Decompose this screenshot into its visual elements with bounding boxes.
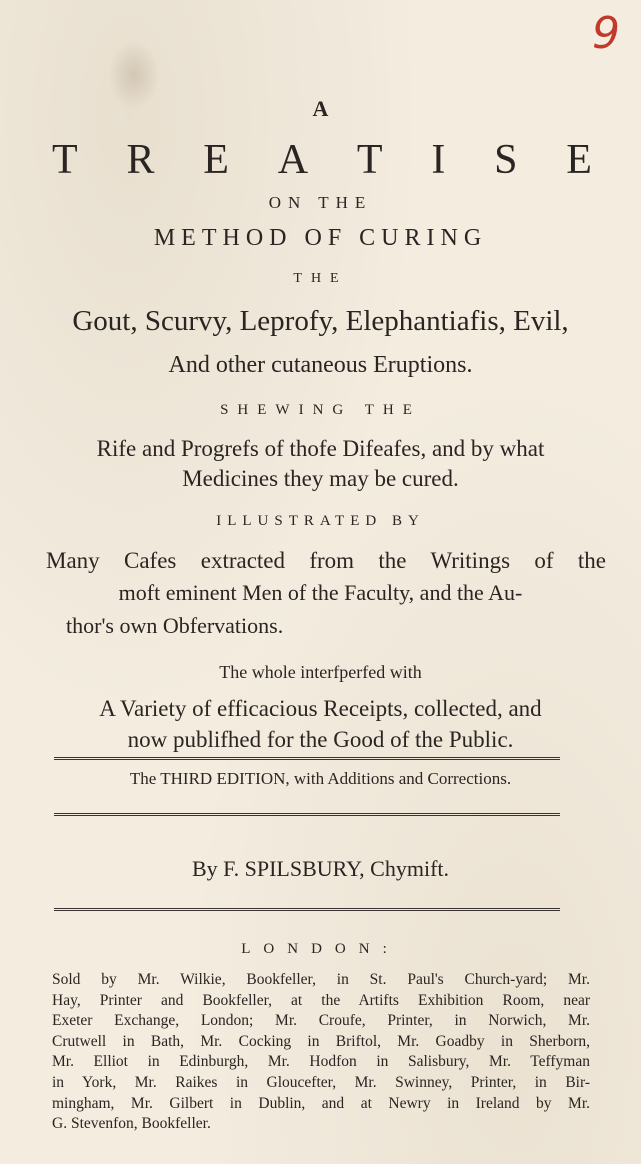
illustrated-line-3: thor's own Obfervations. bbox=[66, 613, 284, 638]
shewing-line-2: Medicines they may be cured. bbox=[182, 466, 459, 491]
illustrated-line-1-text: Many Cafes extracted from the Writings of the bbox=[46, 548, 606, 573]
imprint-line: Exeter Exchange, London; Mr. Croufe, Printer, in Norwich, Mr. bbox=[52, 1012, 590, 1030]
illustrated-line-2: moft eminent Men of the Faculty, and the Au- bbox=[118, 580, 523, 605]
title-treatise bbox=[52, 136, 592, 184]
title-letter: R bbox=[126, 137, 155, 183]
imprint-line: Mr. Elliot in Edinburgh, Mr. Hodfon in Salisbury, Mr. Teffyman bbox=[52, 1053, 590, 1071]
shewing-line-1: Rife and Progrefs of thofe Difeafes, and by what bbox=[96, 436, 545, 461]
title-letter: E bbox=[566, 137, 592, 183]
imprint-text bbox=[52, 970, 590, 1135]
subtitle-cutaneous: And other cutaneous Eruptions. bbox=[168, 352, 473, 378]
shewing-heading: SHEWING THE bbox=[220, 402, 421, 418]
title-letter: E bbox=[203, 137, 229, 183]
subtitle-on-the: ON THE bbox=[268, 193, 373, 212]
receipts-line-1: A Variety of efficacious Receipts, collected, and bbox=[99, 696, 542, 721]
title-letter: T bbox=[52, 137, 78, 183]
title-letter: S bbox=[494, 137, 518, 183]
divider-rule bbox=[54, 813, 560, 818]
imprint-line: mingham, Mr. Gilbert in Dublin, and at Newry in Ireland by Mr. bbox=[52, 1094, 590, 1112]
divider-rule bbox=[54, 757, 560, 762]
subtitle-the: THE bbox=[293, 271, 348, 286]
imprint-line: Sold by Mr. Wilkie, Bookfeller, in St. Paul's Church-yard; Mr. bbox=[52, 971, 590, 988]
receipts-intro: The whole interfperfed with bbox=[219, 662, 422, 682]
imprint-line: G. Stevenfon, Bookfeller. bbox=[52, 1115, 211, 1133]
imprint-line: Crutwell in Bath, Mr. Cocking in Briftol, Mr. Goadby in Sherborn, bbox=[52, 1032, 590, 1050]
divider-rule bbox=[54, 908, 560, 913]
illustrated-heading: ILLUSTRATED BY bbox=[216, 513, 425, 529]
author-line: By F. SPILSBURY, Chymift. bbox=[191, 856, 450, 881]
imprint-line: in York, Mr. Raikes in Gloucefter, Mr. Swinney, Printer, in Bir- bbox=[52, 1073, 590, 1091]
subtitle-diseases: Gout, Scurvy, Leprofy, Elephantiafis, Evil, bbox=[72, 305, 569, 337]
imprint-line: Hay, Printer and Bookfeller, at the Artifts Exhibition Room, near bbox=[52, 991, 590, 1009]
title-letter: T bbox=[356, 137, 383, 183]
title-letter: I bbox=[431, 137, 446, 183]
illustrated-line-1 bbox=[46, 548, 606, 574]
subtitle-method: METHOD OF CURING bbox=[153, 225, 488, 251]
title-letter: A bbox=[277, 137, 309, 183]
edition-statement: The THIRD EDITION, with Additions and Corrections. bbox=[129, 769, 512, 788]
title-article: A bbox=[312, 96, 329, 121]
receipts-line-2: now publifhed for the Good of the Public. bbox=[127, 727, 514, 752]
page-number: 9 bbox=[592, 8, 620, 59]
imprint-place: LONDON: bbox=[241, 941, 400, 957]
